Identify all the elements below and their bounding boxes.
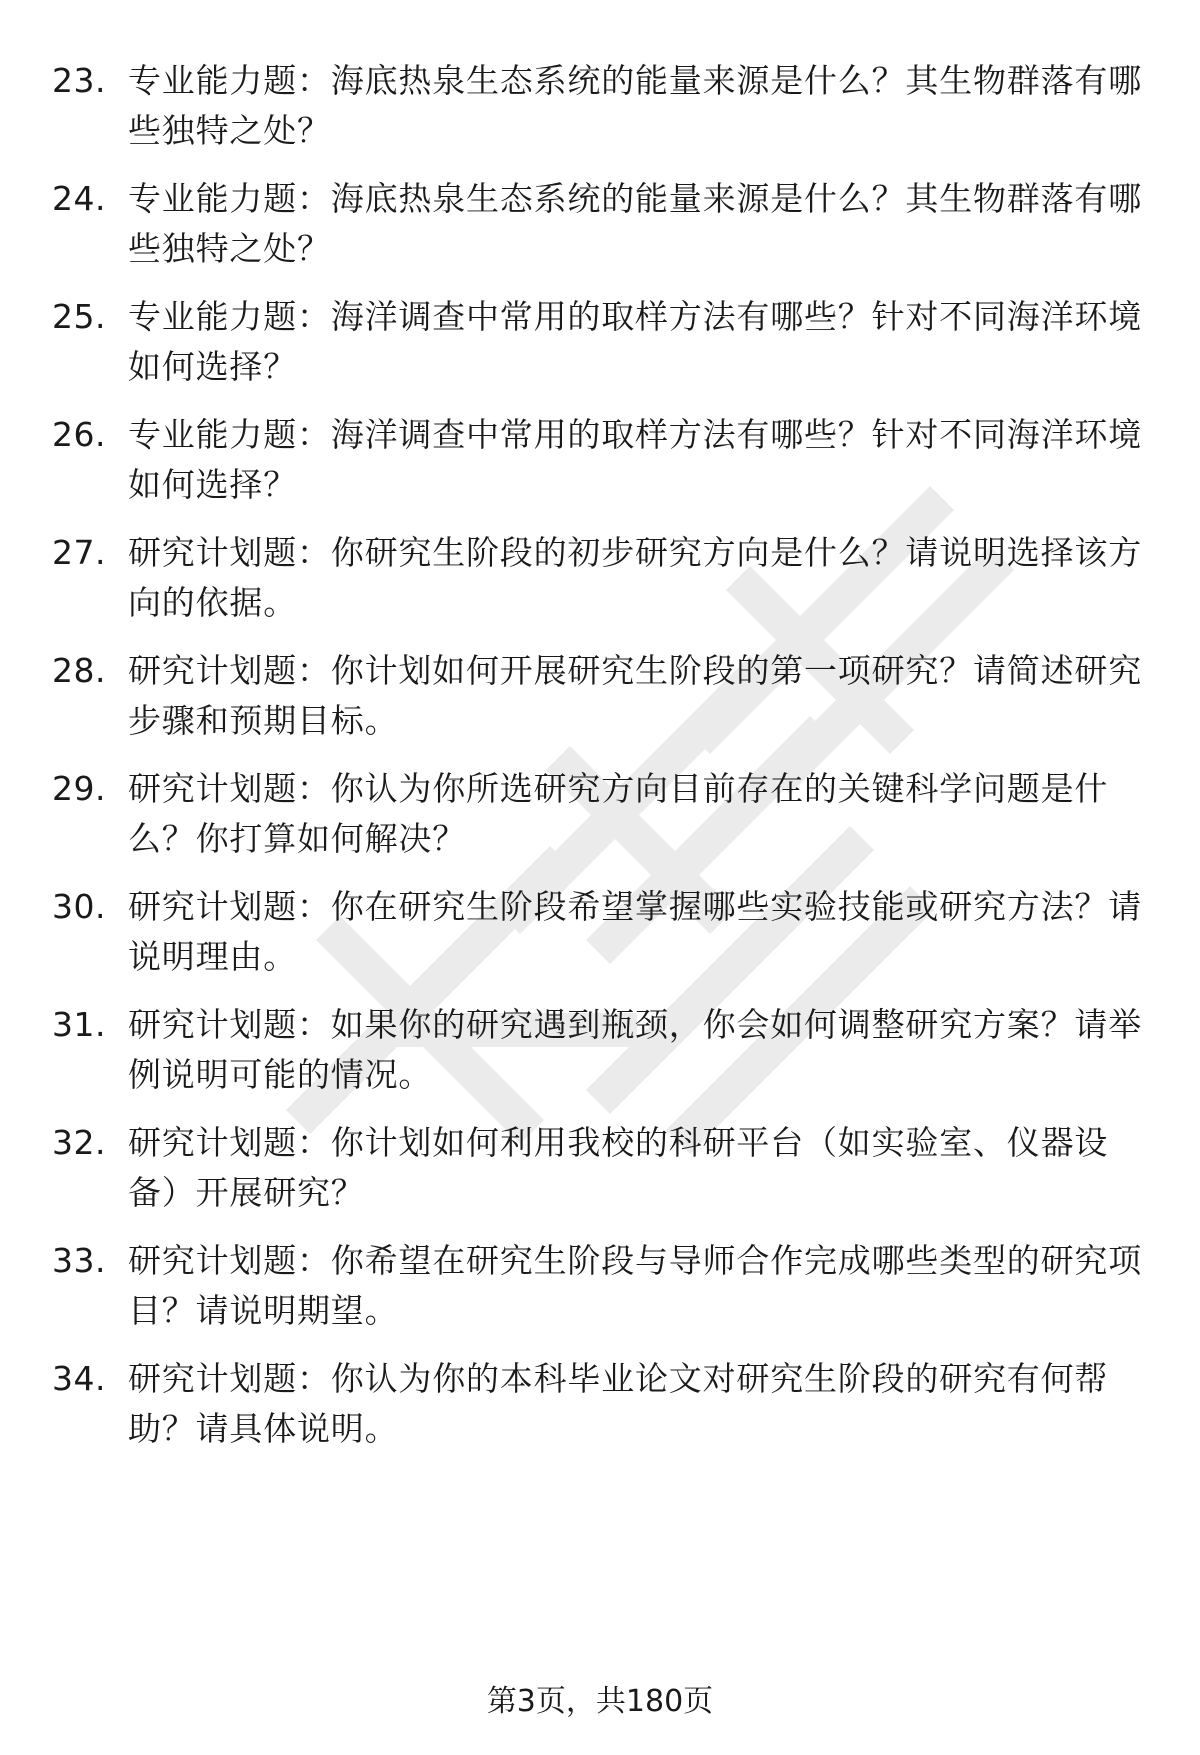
question-text: 专业能力题：海底热泉生态系统的能量来源是什么？其生物群落有哪些独特之处？ [128, 61, 1142, 150]
question-number: 31. [52, 1005, 106, 1044]
question-number: 29. [52, 769, 106, 808]
question-item [0, 174, 1200, 274]
question-number: 30. [52, 887, 106, 926]
question-text: 研究计划题：你认为你的本科毕业论文对研究生阶段的研究有何帮助？请具体说明。 [128, 1359, 1109, 1448]
question-item [0, 1236, 1200, 1336]
question-item [0, 528, 1200, 628]
question-item [0, 764, 1200, 864]
question-number: 26. [52, 415, 106, 454]
question-item [0, 292, 1200, 392]
question-item [0, 882, 1200, 982]
question-item [0, 56, 1200, 156]
question-text: 专业能力题：海洋调查中常用的取样方法有哪些？针对不同海洋环境如何选择？ [128, 415, 1142, 504]
question-item [0, 1000, 1200, 1100]
question-number: 33. [52, 1241, 106, 1280]
page-number-label: 第3页，共180页 [486, 1684, 714, 1719]
question-item [0, 410, 1200, 510]
question-text: 专业能力题：海洋调查中常用的取样方法有哪些？针对不同海洋环境如何选择？ [128, 297, 1142, 386]
question-number: 32. [52, 1123, 106, 1162]
question-number: 23. [52, 61, 106, 100]
question-number: 24. [52, 179, 106, 218]
question-text: 研究计划题：你计划如何开展研究生阶段的第一项研究？请简述研究步骤和预期目标。 [128, 651, 1142, 740]
question-number: 25. [52, 297, 106, 336]
question-item [0, 1118, 1200, 1218]
question-text: 研究计划题：你希望在研究生阶段与导师合作完成哪些类型的研究项目？请说明期望。 [128, 1241, 1142, 1330]
question-number: 28. [52, 651, 106, 690]
question-item [0, 1354, 1200, 1454]
question-text: 研究计划题：你计划如何利用我校的科研平台（如实验室、仪器设备）开展研究？ [128, 1123, 1109, 1212]
question-number: 34. [52, 1359, 106, 1398]
question-text: 专业能力题：海底热泉生态系统的能量来源是什么？其生物群落有哪些独特之处？ [128, 179, 1142, 268]
page-footer [0, 1680, 1200, 1724]
question-number: 27. [52, 533, 106, 572]
question-text: 研究计划题：你在研究生阶段希望掌握哪些实验技能或研究方法？请说明理由。 [128, 887, 1142, 976]
question-text: 研究计划题：你认为你所选研究方向目前存在的关键科学问题是什么？你打算如何解决？ [128, 769, 1109, 858]
question-text: 研究计划题：如果你的研究遇到瓶颈，你会如何调整研究方案？请举例说明可能的情况。 [128, 1005, 1142, 1094]
question-item [0, 646, 1200, 746]
question-text: 研究计划题：你研究生阶段的初步研究方向是什么？请说明选择该方向的依据。 [128, 533, 1142, 622]
